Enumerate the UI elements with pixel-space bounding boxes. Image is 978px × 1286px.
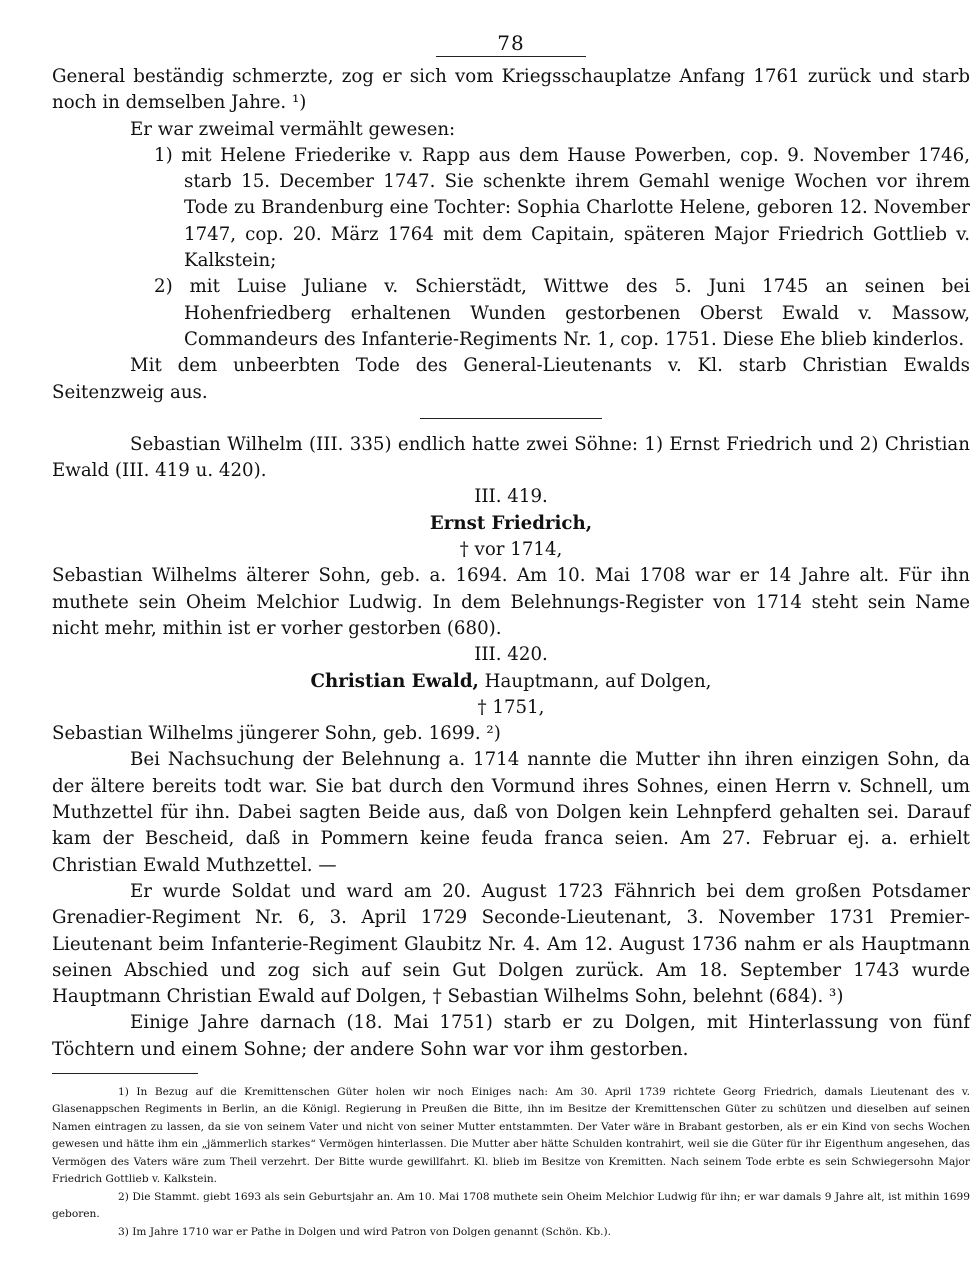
entry-420-paragraph-3: Er wurde Soldat und ward am 20. August 1723 Fähnrich bei dem großen Potsdamer Grenadier-Regiment Nr. 6, 3. April 1729 Seconde-Lieutenant, 3. November 1731 Premier-Lieutenant beim Infanterie-Regiment Glaubitz Nr. 4. Am 12. August 1736 nahm er als Hauptmann seinen Abschied und zog sich auf sein Gut Dolgen zurück. Am 18. September 1743 wurde Hauptmann Christian Ewald auf Dolgen, † Sebastian Wilhelms Sohn, belehnt (684). ³) bbox=[52, 880, 970, 1008]
footnote-rule bbox=[52, 1073, 198, 1074]
entry-number-420: III. 420. bbox=[474, 644, 548, 666]
footnotes bbox=[52, 1084, 970, 1242]
footnote-3: 3) Im Jahre 1710 war er Pathe in Dolgen und wird Patron von Dolgen genannt (Schön. Kb.). bbox=[118, 1225, 612, 1238]
section-divider bbox=[420, 418, 602, 419]
paragraph-continuation: General beständig schmerzte, zog er sich vom Kriegsschauplatze Anfang 1761 zurück und starb noch in demselben Jahre. ¹) bbox=[52, 66, 970, 114]
paragraph-marriages-intro: Er war zweimal vermählt gewesen: bbox=[130, 118, 456, 140]
paragraph-closing: Mit dem unbeerbten Tode des General-Lieutenants v. Kl. starb Christian Ewalds Seitenzweig aus. bbox=[52, 355, 970, 403]
header-rule bbox=[436, 56, 586, 57]
book-page bbox=[52, 30, 970, 1241]
list-item-marriage-1: 1) mit Helene Friederike v. Rapp aus dem Hause Powerben, cop. 9. November 1746, starb 15. December 1747. Sie schenkte ihrem Gemahl wenige Wochen vor ihrem Tode zu Brandenburg eine Tochter: Sophia Charlotte Helene, geboren 12. November 1747, cop. 20. März 1764 mit dem Capitain, späteren Major Friedrich Gottlieb v. Kalkstein; bbox=[154, 144, 970, 272]
page-number: 78 bbox=[497, 31, 525, 55]
entry-text-419: Sebastian Wilhelms älterer Sohn, geb. a. 1694. Am 10. Mai 1708 war er 14 Jahre alt. Für ihn muthete sein Oheim Melchior Ludwig. In dem Belehnungs-Register von 1714 steht sein Name nicht mehr, mithin ist er vorher gestorben (680). bbox=[52, 565, 970, 639]
paragraph-sons-intro: Sebastian Wilhelm (III. 335) endlich hatte zwei Söhne: 1) Ernst Friedrich und 2) Christian Ewald (III. 419 u. 420). bbox=[52, 433, 970, 482]
entry-420-paragraph-2: Bei Nachsuchung der Belehnung a. 1714 nannte die Mutter ihn ihren einzigen Sohn, da der ältere bereits todt war. Sie bat durch den Vormund ihres Sohnes, einen Herrn v. Schnell, um Muthzettel für ihn. Dabei sagten Beide aus, daß von Dolgen kein Lehnpferd gehalten sei. Darauf kam der Bescheid, daß in Pommern keine feuda franca seien. Am 27. Februar ej. a. erhielt Christian Ewald Muthzettel. — bbox=[52, 749, 970, 876]
list-item-marriage-2: 2) mit Luise Juliane v. Schierstädt, Wittwe des 5. Juni 1745 an seinen bei Hohenfriedberg erhaltenen Wunden gestorbenen Oberst Ewald v. Massow, Commandeurs des Infanterie-Regiments Nr. 1, cop. 1751. Diese Ehe blieb kinderlos. bbox=[154, 276, 970, 350]
entry-heading-420 bbox=[52, 669, 970, 695]
main-text bbox=[52, 64, 970, 1063]
entry-number-419: III. 419. bbox=[474, 486, 548, 508]
footnote-2: 2) Die Stammt. giebt 1693 als sein Geburtsjahr an. Am 10. Mai 1708 muthete sein Oheim Melchior Ludwig für ihn; er war damals 9 Jahre alt, ist mithin 1699 geboren. bbox=[52, 1190, 970, 1221]
footnote-1: 1) In Bezug auf die Kremittenschen Güter holen wir noch Einiges nach: Am 30. April 1739 richtete Georg Friedrich, damals Lieutenant des v. Glasenappschen Regiments in Berlin, an die Königl. Regierung in Preußen die Bitte, ihn im Besitze der Kremittenschen Güter zu schützen und dieselben auf seinen Namen eintragen zu lassen, da sie von seinem Vater und nicht von seiner Mutter entstammten. Der Vater wäre in Brabant gestorben, als er ein Kind von sechs Wochen gewesen und hätte ihm ein „jämmerlich starkes“ Vermögen hinterlassen. Die Mutter aber hätte Schulden kontrahirt, weil sie die Güter für ihr Eigenthum angesehen, das Vermögen des Vaters wäre zum Theil verzehrt. Der Bitte wurde gewillfahrt. Kl. blieb im Besitze von Kremitten. Nach seinem Tode erbte es sein Schwiegersohn Major Friedrich Gottlieb v. Kalkstein. bbox=[52, 1085, 970, 1186]
entry-death-420: † 1751, bbox=[477, 696, 545, 718]
entry-420-paragraph-4: Einige Jahre darnach (18. Mai 1751) starb er zu Dolgen, mit Hinterlassung von fünf Töchtern und einem Sohne; der andere Sohn war vor ihm gestorben. bbox=[52, 1012, 970, 1060]
entry-name-420: Christian Ewald, bbox=[310, 670, 479, 692]
entry-death-419: † vor 1714, bbox=[459, 539, 563, 561]
entry-title-420: Hauptmann, auf Dolgen, bbox=[478, 670, 712, 692]
entry-name-419: Ernst Friedrich, bbox=[429, 512, 593, 534]
entry-420-paragraph-1: Sebastian Wilhelms jüngerer Sohn, geb. 1699. ²) bbox=[52, 723, 501, 745]
